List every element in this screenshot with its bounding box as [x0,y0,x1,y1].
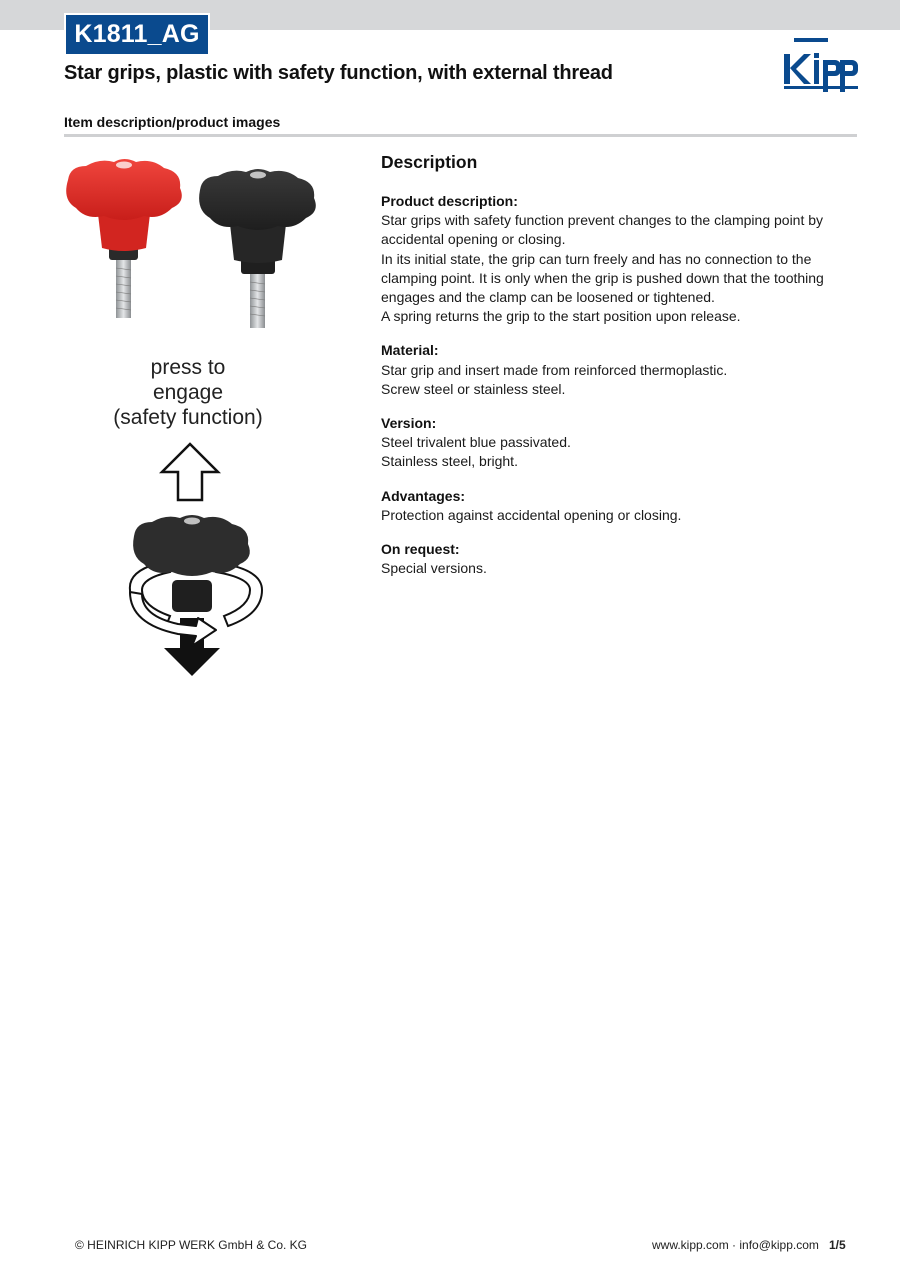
safety-function-diagram [120,440,270,680]
description-heading: Description [381,152,478,172]
version-block [381,414,857,472]
advantages-block [381,487,857,525]
block-line: Screw steel or stainless steel. [381,380,566,397]
block-label: Product description: [381,193,518,209]
block-line: A spring returns the grip to the start position upon release. [381,308,741,325]
footer-contact: www.kipp.com · info@kipp.com [652,1238,819,1252]
caption-line: (safety function) [113,406,263,429]
block-line: Protection against accidental opening or closing. [381,506,682,523]
product-images [60,150,330,690]
section-divider [64,134,857,137]
on-request-block [381,540,857,578]
block-line: Stainless steel, bright. [381,453,518,470]
description-section [381,152,857,593]
arrow-up-outline-icon [162,444,218,500]
block-line: Star grip and insert made from reinforced thermoplastic. [381,361,728,378]
caption-line: press to [150,356,226,379]
black-star-grip [199,169,316,328]
product-description-block [381,192,857,326]
page-number: 1/5 [829,1238,846,1252]
block-label: On request: [381,541,460,558]
block-label: Advantages: [381,487,466,504]
section-label: Item description/product images [64,114,281,130]
caption-line: engage [152,381,224,404]
block-line: Steel trivalent blue passivated. [381,434,571,451]
block-label: Material: [381,342,439,359]
block-label: Version: [381,415,437,432]
article-number-badge: K1811_AG [64,13,210,56]
grip-illustration [133,515,250,612]
material-block [381,341,857,399]
safety-caption [102,355,274,430]
product-photo [60,150,330,335]
block-line: Special versions. [381,560,487,577]
block-line: In its initial state, the grip can turn freely and has no connection to the clamping point. It is only when the grip is pushed down that the toothing engages and the clamp can be loosened or tightened. [381,250,824,306]
page-title: Star grips, plastic with safety function, with external thread [64,62,613,84]
block-line: Star grips with safety function prevent changes to the clamping point by accidental opening or closing. [381,212,824,248]
footer-copyright: © HEINRICH KIPP WERK GmbH & Co. KG [75,1238,307,1252]
kipp-logo [784,38,858,92]
red-star-grip [66,159,182,318]
